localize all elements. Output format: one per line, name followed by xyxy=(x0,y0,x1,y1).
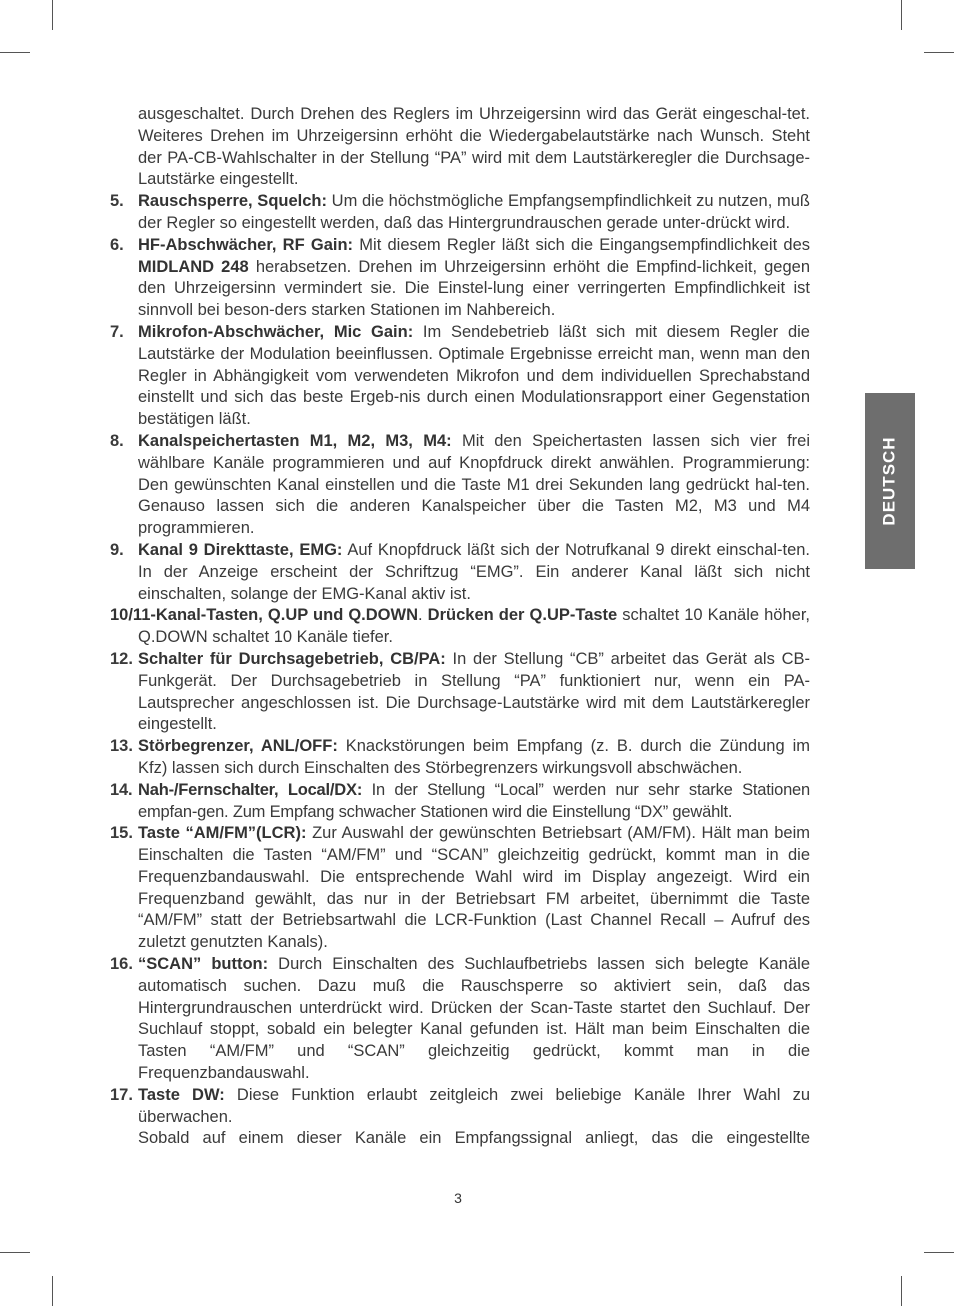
side-tab-label: DEUTSCH xyxy=(880,436,900,526)
list-item-8 xyxy=(110,431,810,540)
crop-mark xyxy=(52,0,53,30)
item-17-continuation: Sobald auf einem dieser Kanäle ein Empfangssignal anliegt, das die eingestellte xyxy=(138,1129,810,1148)
list-item-16 xyxy=(110,954,810,1085)
crop-mark xyxy=(924,1252,954,1253)
list-item-17 xyxy=(110,1085,810,1129)
item-number: 6. xyxy=(110,235,124,254)
item-title: Störbegrenzer, ANL/OFF: xyxy=(138,737,338,756)
item-title: Schalter für Durchsagebetrieb, CB/PA: xyxy=(138,649,446,668)
list-item-5 xyxy=(110,191,810,235)
brand-name: MIDLAND 248 xyxy=(138,257,249,276)
item-text: Um die höchstmögliche Empfangsempfindlichkeit zu nutzen, muß der Regler so eingestellt werden, daß das Hintergrundrauschen gerade unter-drückt wird. xyxy=(138,192,810,232)
crop-mark xyxy=(901,0,902,30)
item-text: In der Stellung “CB” arbeitet das Gerät als CB-Funkgerät. Der Durchsagebetrieb in Stellung “PA” funktioniert nur, wenn ein PA-Lautsprecher angeschlossen ist. Die Durchsage-Lautstärke wird mit dem Lautstärkeregler eingestellt. xyxy=(138,649,810,734)
list-item-15 xyxy=(110,823,810,954)
item-text: In der Stellung “Local” werden nur sehr starke Stationen empfan-gen. Zum Empfang schwacher Stationen wird die Einstellung “DX” gewählt. xyxy=(138,780,811,821)
item-title: Kanal 9 Direkttaste, EMG: xyxy=(138,540,343,559)
item-number: 5. xyxy=(110,192,124,211)
crop-mark xyxy=(52,1276,53,1306)
item-text: Auf Knopfdruck läßt sich der Notrufkanal 9 direkt einschal-ten. In der Anzeige erscheint der Schriftzug “EMG”. Ein anderer Kanal läßt sich nicht einschalten, solange der EMG-Kanal aktiv ist. xyxy=(138,540,811,603)
item-number: 7. xyxy=(110,322,124,341)
list-item-7 xyxy=(110,322,810,431)
item-number: 12. xyxy=(110,649,133,668)
item-title: Nah-/Fernschalter, Local/DX: xyxy=(138,780,363,799)
item-title: “SCAN” button: xyxy=(138,955,269,974)
page-body xyxy=(110,104,810,1150)
item-text: Knackstörungen beim Empfang (z. B. durch die Zündung im Kfz) lassen sich durch Einschalten des Störbegrenzers wirkungsvoll abschwächen. xyxy=(138,737,810,777)
item-number: 15. xyxy=(110,824,133,843)
item-text: Mit den Speichertasten lassen sich vier frei wählbare Kanäle programmieren und auf Knopfdruck direkt anwählen. Programmierung: Den gewünschten Kanal einstellen und die Taste M1 drei Sekunden lang gedrückt hal-ten. Genauso lassen sich die anderen Kanalspeicher über die Tasten M2, M3 und M4 programmieren. xyxy=(138,431,811,538)
crop-mark xyxy=(924,52,954,53)
item-number: 9. xyxy=(110,540,124,559)
crop-mark xyxy=(0,52,30,53)
item-title: HF-Abschwächer, RF Gain: xyxy=(138,235,354,254)
item-number: 8. xyxy=(110,431,124,450)
item-text: Zur Auswahl der gewünschten Betriebsart (AM/FM). Hält man beim Einschalten die Tasten “AM/FM” und “SCAN” gleichzeitig gedrückt, kommt man in die Frequenzbandauswahl. Die entsprechende Wahl wird im Display angezeigt. Wird ein Frequenzband gewählt, das nur in der Betriebsart FM arbeitet, übernimmt die Taste “AM/FM” statt der Betriebsartwahl die LCR-Funktion (Last Channel Recall – Aufruf des zuletzt genutzten Kanals). xyxy=(138,824,810,952)
intro-paragraph: ausgeschaltet. Durch Drehen des Reglers im Uhrzeigersinn wird das Gerät eingeschal-tet. Weiteres Drehen im Uhrzeigersinn erhöht die Wiedergabelautstärke nach Wunsch. Steht der PA-CB-Wahlschalter in der Stellung “PA” wird mit dem Lautstärkeregler die Durchsage-Lautstärke eingestellt. xyxy=(138,105,810,189)
item-number: 13. xyxy=(110,737,133,756)
page-number: 3 xyxy=(454,1190,462,1206)
crop-mark xyxy=(0,1252,30,1253)
item-title: Taste “AM/FM”(LCR): xyxy=(138,824,307,843)
item-text: herabsetzen. Drehen im Uhrzeigersinn erhöht die Empfind-lichkeit, gegen den Uhrzeigersinn vermindert sie. Die Einstel-lung einer verringerten Empfindlichkeit ist sinnvoll bei beson-ders starken Stationen im Nahbereich. xyxy=(138,257,811,320)
list-item-12 xyxy=(110,649,810,736)
item-number: 14. xyxy=(110,780,133,799)
item-text: Mit diesem Regler läßt sich die Eingangsempfindlichkeit des xyxy=(353,235,810,254)
list-item-14 xyxy=(110,780,810,824)
item-number: 16. xyxy=(110,955,133,974)
item-text: Diese Funktion erlaubt zeitgleich zwei beliebige Kanäle Ihrer Wahl zu überwachen. xyxy=(138,1085,810,1126)
item-text: schaltet 10 Kanäle höher, Q.DOWN schaltet 10 Kanäle tiefer. xyxy=(138,606,810,647)
item-title: Rauschsperre, Squelch: xyxy=(138,192,327,211)
list-item-10-11 xyxy=(110,605,810,649)
item-number: 17. xyxy=(110,1085,133,1104)
list-item-13 xyxy=(110,736,810,780)
list-item-6 xyxy=(110,235,810,322)
item-title: Taste DW: xyxy=(138,1085,225,1104)
item-title: Mikrofon-Abschwächer, Mic Gain: xyxy=(138,322,414,341)
item-separator: . xyxy=(418,606,428,625)
item-title: 10/11-Kanal-Tasten, Q.UP und Q.DOWN xyxy=(110,606,418,625)
list-item-9 xyxy=(110,540,810,605)
language-side-tab xyxy=(865,393,915,569)
crop-mark xyxy=(901,1276,902,1306)
item-title: Kanalspeichertasten M1, M2, M3, M4: xyxy=(138,431,452,450)
item-title-2: Drücken der Q.UP-Taste xyxy=(427,606,618,625)
item-text: Durch Einschalten des Suchlaufbetriebs lassen sich belegte Kanäle automatisch suchen. Dazu muß die Rauschsperre so aktiviert sein, daß das Hintergrundrauschen unterdrückt wird. Drücken der Scan-Taste startet den Suchlauf. Der Suchlauf stoppt, sobald ein belegter Kanal gefunden ist. Hält man beim Einschalten die Tasten “AM/FM” und “SCAN” gleichzeitig gedrückt, kommt man in die Frequenzbandauswahl. xyxy=(138,955,810,1083)
item-text: Im Sendebetrieb läßt sich mit diesem Regler die Lautstärke der Modulation beeinflussen. Optimale Ergebnisse erreicht man, wenn man den Regler in Abhängigkeit vom verwendeten Mikrofon und dem individuellen Sprechabstand einstellt und sich das beste Ergeb-nis durch einen Modulationsrapport einer Gegenstation bestätigen läßt. xyxy=(138,322,810,429)
